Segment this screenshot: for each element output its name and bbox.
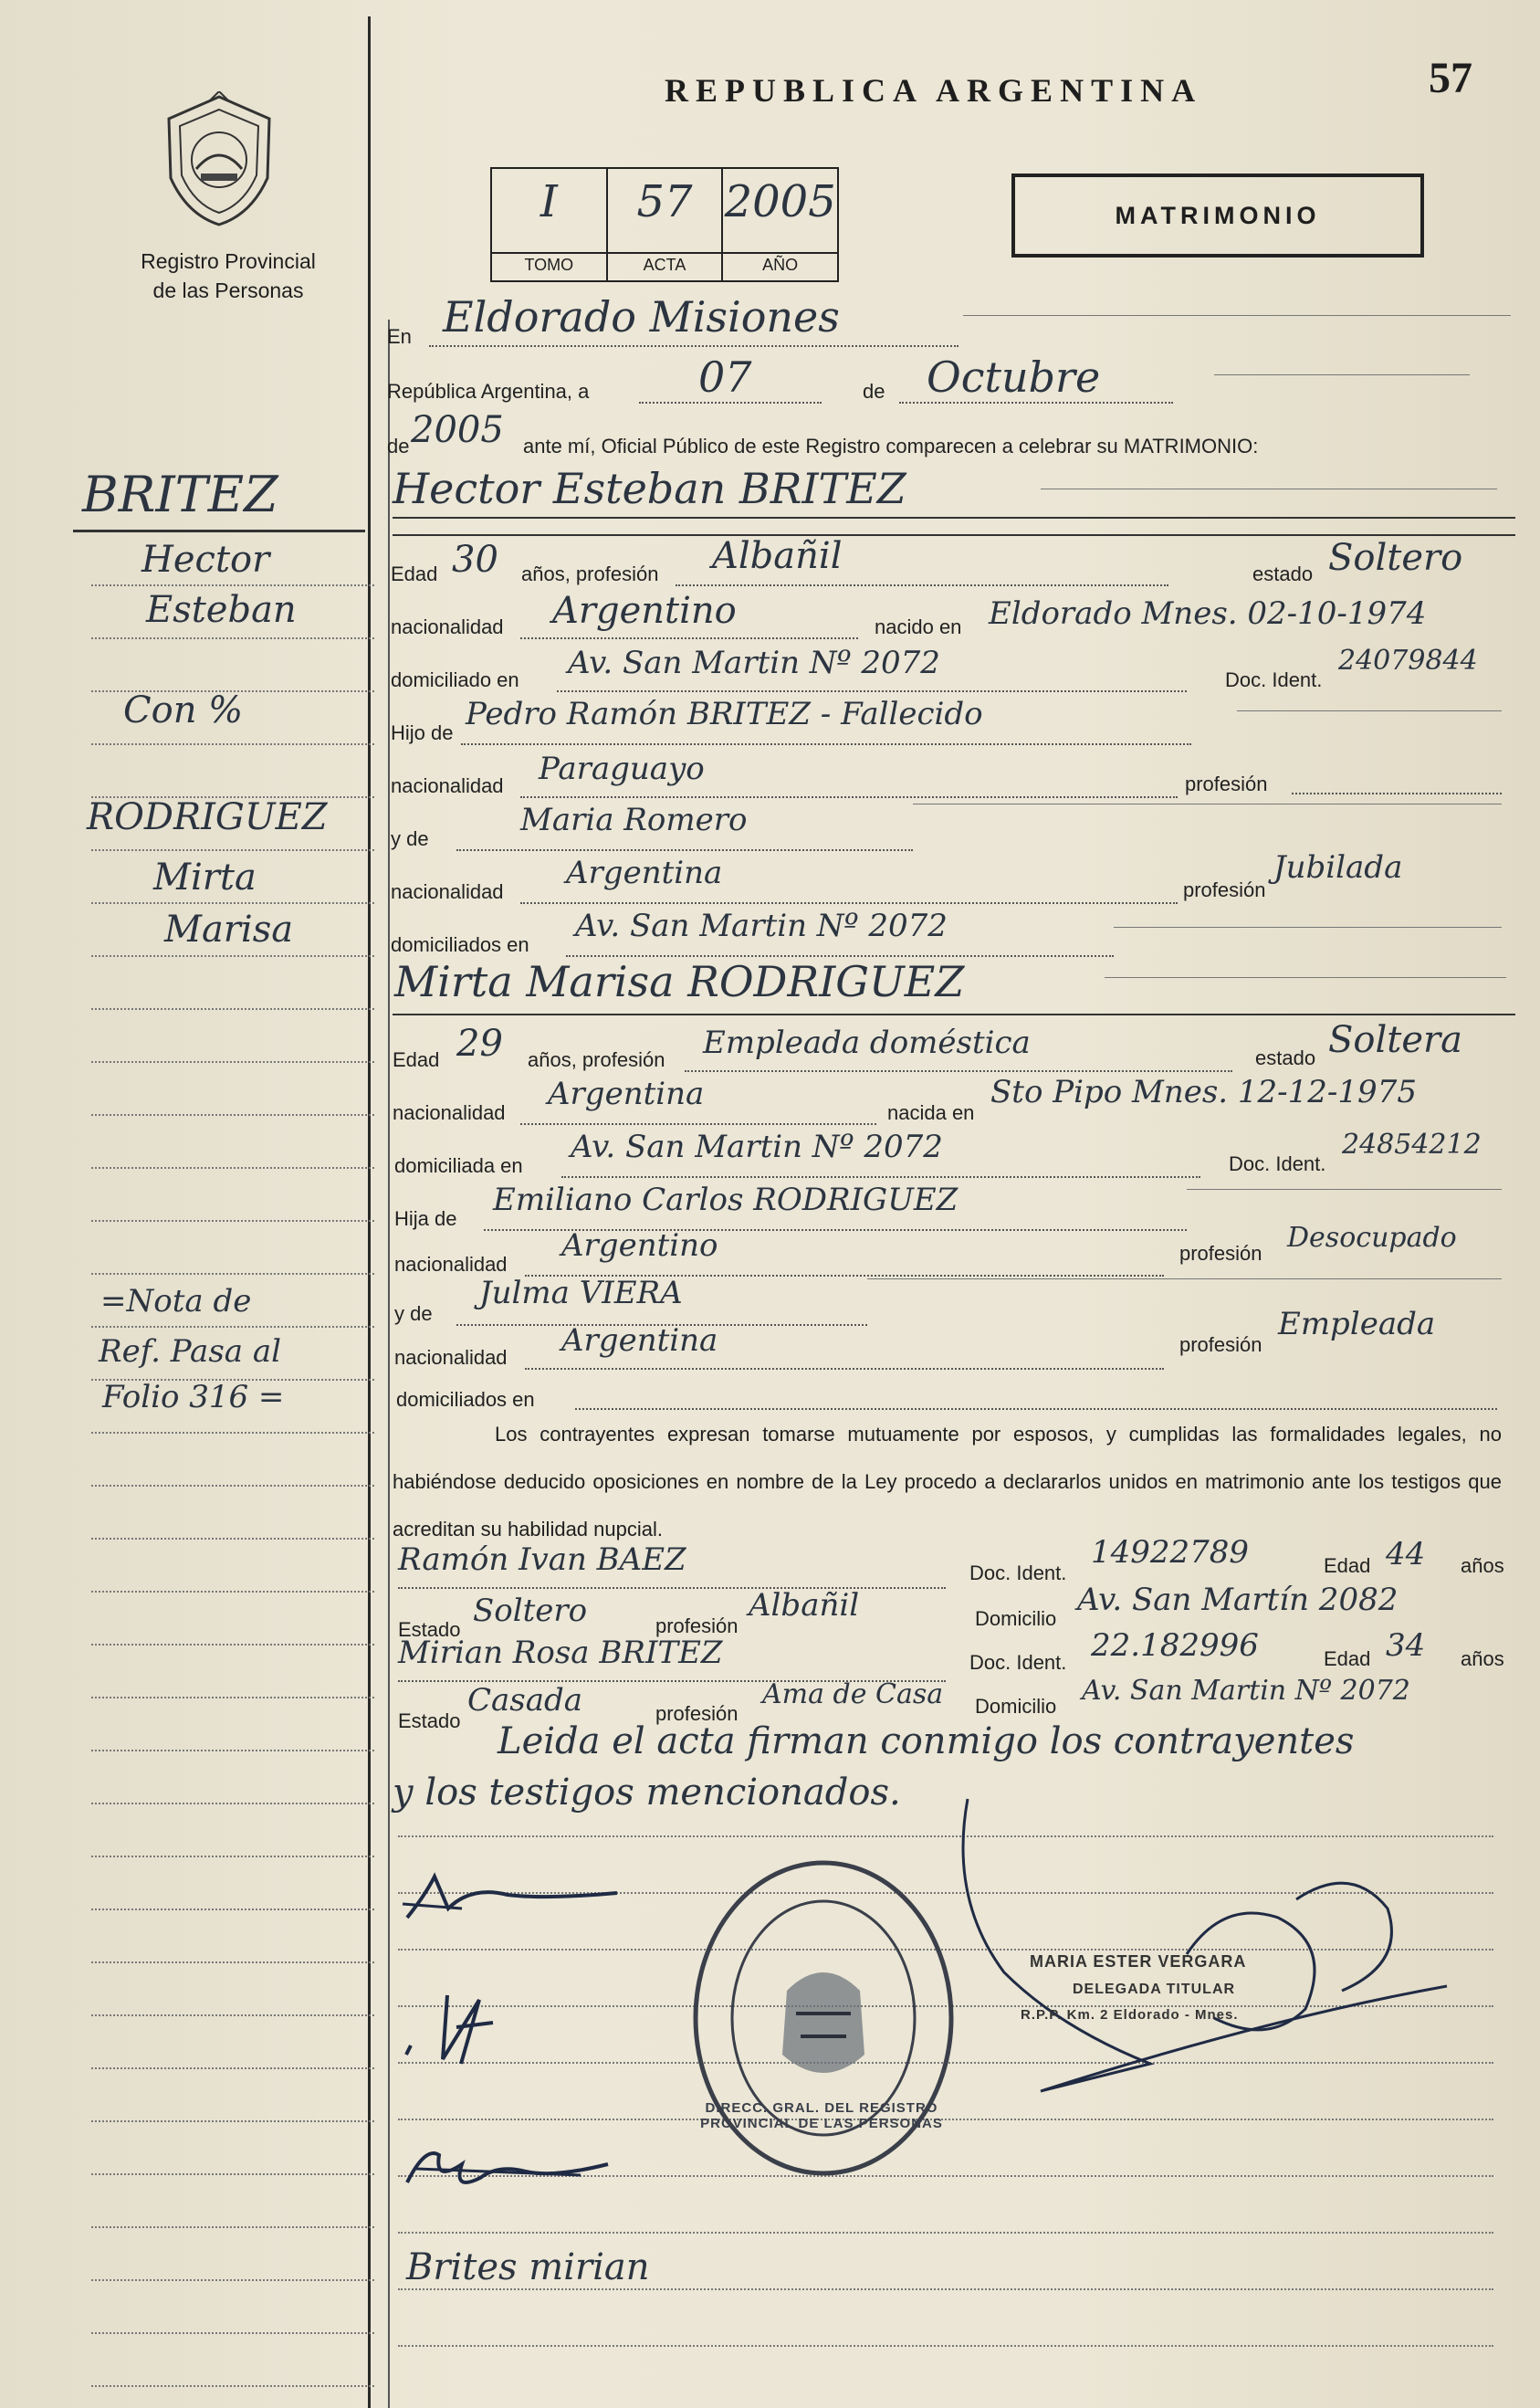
de2-label: de	[387, 435, 410, 457]
bride-mother-nac: Argentina	[561, 1322, 718, 1359]
margin-given2b: Marisa	[164, 909, 294, 951]
record-type-box: MATRIMONIO	[1011, 174, 1424, 258]
republica-label: República Argentina, a	[387, 380, 590, 403]
closing-line2: y los testigos mencionados.	[393, 1772, 901, 1814]
bride-mother-prof: Empleada	[1278, 1306, 1436, 1342]
official-stamp-title: DELEGADA TITULAR	[1073, 1982, 1236, 1997]
bride-father-prof: Desocupado	[1287, 1222, 1457, 1254]
margin-given1b: Esteban	[146, 589, 297, 631]
month-value: Octubre	[927, 352, 1101, 402]
groom-father-nac: Paraguayo	[539, 751, 705, 787]
signature-groom-icon	[398, 1858, 626, 1931]
page-number: 57	[1429, 54, 1472, 102]
tomo-cell: I TOMO	[492, 169, 608, 280]
margin-nota1: =Nota de	[100, 1283, 252, 1320]
groom-profesion: Albañil	[712, 535, 843, 577]
official-stamp-name: MARIA ESTER VERGARA	[1030, 1952, 1247, 1971]
groom-nacionalidad: Argentino	[552, 590, 737, 632]
bride-profesion: Empleada doméstica	[703, 1025, 1031, 1061]
witness1-profesion: Albañil	[749, 1587, 860, 1624]
de-label: de	[863, 380, 885, 403]
legal-statement: Los contrayentes expresan tomarse mutuamente por esposos, y cumplidas las formalidades legales, no habiéndose deducido oposiciones en nombre de la Ley procedo a declararlos unidos en matrimonio ante los testigos que acreditan su habilidad nupcial.	[393, 1423, 1502, 1540]
margin-given1a: Hector	[141, 539, 270, 581]
year-value: 2005	[411, 409, 504, 451]
acta-cell: 57 ACTA	[608, 169, 724, 280]
groom-doc: 24079844	[1338, 645, 1478, 677]
bride-name: Mirta Marisa RODRIGUEZ	[394, 957, 965, 1006]
margin-given2a: Mirta	[153, 857, 257, 899]
country-title: REPUBLICA ARGENTINA	[665, 72, 1203, 109]
signature-witness1-icon	[398, 2128, 617, 2201]
margin-surname1: BRITEZ	[82, 466, 278, 523]
bride-mother: Julma VIERA	[479, 1275, 683, 1311]
bride-edad: 29	[456, 1023, 503, 1065]
bride-doc: 24854212	[1342, 1129, 1482, 1161]
registry-name: Registro Provincial de las Personas	[141, 249, 316, 302]
bride-estado: Soltera	[1328, 1019, 1462, 1061]
groom-nacido: Eldorado Mnes. 02-10-1974	[989, 595, 1427, 632]
signature-witness2: Brites mirian	[406, 2246, 650, 2288]
groom-edad: 30	[452, 539, 498, 581]
closing-line1: Leida el acta firman conmigo los contrayentes	[498, 1720, 1355, 1762]
groom-father: Pedro Ramón BRITEZ - Fallecido	[466, 696, 983, 732]
ano-cell: 2005 AÑO	[724, 176, 836, 274]
bride-nacida: Sto Pipo Mnes. 12-12-1975	[990, 1074, 1417, 1110]
bride-father-nac: Argentino	[561, 1227, 718, 1264]
day-value: 07	[698, 352, 752, 402]
round-seal-icon	[686, 1854, 960, 2182]
witness2-doc: 22.182996	[1091, 1627, 1259, 1664]
margin-con: Con %	[123, 689, 244, 731]
margin-nota3: Folio 316 =	[102, 1379, 285, 1415]
groom-estado: Soltero	[1328, 537, 1463, 579]
bride-nacionalidad: Argentina	[548, 1076, 705, 1112]
margin-divider-inner	[388, 320, 390, 2408]
witness2-estado: Casada	[467, 1682, 583, 1719]
groom-name: Hector Esteban BRITEZ	[393, 464, 906, 513]
bride-domicilio: Av. San Martin Nº 2072	[571, 1129, 943, 1165]
groom-parents-dom: Av. San Martin Nº 2072	[575, 908, 948, 944]
en-label: En	[387, 325, 412, 348]
record-box	[490, 167, 839, 282]
witness2-domicilio: Av. San Martin Nº 2072	[1082, 1675, 1410, 1707]
ante-text: ante mí, Oficial Público de este Registro comparecen a celebrar su MATRIMONIO:	[523, 435, 1259, 457]
groom-mother-nac: Argentina	[566, 855, 723, 891]
signature-bride-icon	[393, 1982, 529, 2073]
witness2-edad: 34	[1386, 1627, 1426, 1664]
groom-mother-prof: Jubilada	[1273, 849, 1403, 886]
witness2-name: Mirian Rosa BRITEZ	[398, 1635, 723, 1671]
round-seal-text: DIRECC. GRAL. DEL REGISTRO PROVINCIAL DE LAS PERSONAS	[700, 2100, 943, 2131]
place-value: Eldorado Misiones	[443, 292, 840, 342]
margin-nota2: Ref. Pasa al	[99, 1333, 281, 1370]
document-page: REPUBLICA ARGENTINA 57 Registro Provincial de las Personas I TOMO 57 ACTA 2005 AÑO MATRIMONIO En Eldorado Misiones República Argentina, a 07 de Octubre de 2005 ante mí, Oficial Público de este Registro comparecen a celebrar su MATRIMONIO: Hector Esteban BRITEZ Edad 30 años, profesión Albañil estado Soltero nacionalidad Argentino nacido en Eldorado Mnes. 02-10-1974 domiciliado en Av. San Martin Nº 2072 Doc. Ident. 24079844 Hijo de Pedro Ramón BRITEZ - Fallecido nacionalidad Paraguayo profesión y de Maria Romero nacionalidad Argentina profesión Jubilada domiciliados en Av. San Martin Nº 2072 Mirta Marisa RODRIGUEZ Edad 29 años, profesión Empleada doméstica estado Soltera nacionalidad Argentina nacida en Sto Pipo Mnes. 12-12-1975 domiciliada en Av. San Martin Nº 2072 Doc. Ident. 24854212 Hija de Emiliano Carlos RODRIGUEZ nacionalidad Argentino profesión Desocupado y de Julma VIERA nacionalidad Argentina profesión Empleada domiciliados en Los contrayentes expresan tomarse mutuamente por esposos, y cumplidas las formalidades legales, no habiéndose deducido oposiciones en nombre de la Ley procedo a declararlos unidos en matrimonio ante los testigos que acreditan su habilidad nupcial. Ramón Ivan BAEZ Doc. Ident. 14922789 Edad 44 años Estado Soltero profesión Albañil Domicilio Av. San Martín 2082 Mirian Rosa BRITEZ Doc. Ident. 22.182996 Edad 34 años Estado Casada profesión Ama de Casa Domicilio Av. San Martin Nº 2072 Leida el acta firman conmigo los contrayentes y los testigos mencionados. Brites mirian DIRECC. GRAL. DEL REGISTRO PROVINCIAL DE LAS PERSONAS MARIA ESTER VERGARA DELEGADA TITULAR R.P.P. Km. 2 Eldorado - Mnes. BRITEZ Hector Esteban Con % RODRIGUEZ Mirta Marisa =Nota de Ref. Pasa al Folio 316 =	[0, 0, 1540, 2408]
registry-seal-icon	[160, 91, 278, 228]
groom-mother: Maria Romero	[520, 802, 748, 838]
witness1-estado: Soltero	[473, 1593, 588, 1629]
witness2-profesion: Ama de Casa	[762, 1678, 944, 1710]
bride-father: Emiliano Carlos RODRIGUEZ	[493, 1182, 959, 1218]
witness1-name: Ramón Ivan BAEZ	[398, 1541, 686, 1578]
witness1-domicilio: Av. San Martín 2082	[1077, 1582, 1399, 1618]
official-stamp-office: R.P.P. Km. 2 Eldorado - Mnes.	[1021, 2007, 1239, 2023]
margin-surname2: RODRIGUEZ	[87, 796, 328, 838]
margin-divider	[368, 16, 371, 2408]
witness1-edad: 44	[1386, 1536, 1426, 1572]
witness1-doc: 14922789	[1091, 1534, 1250, 1571]
groom-domicilio: Av. San Martin Nº 2072	[568, 645, 940, 681]
